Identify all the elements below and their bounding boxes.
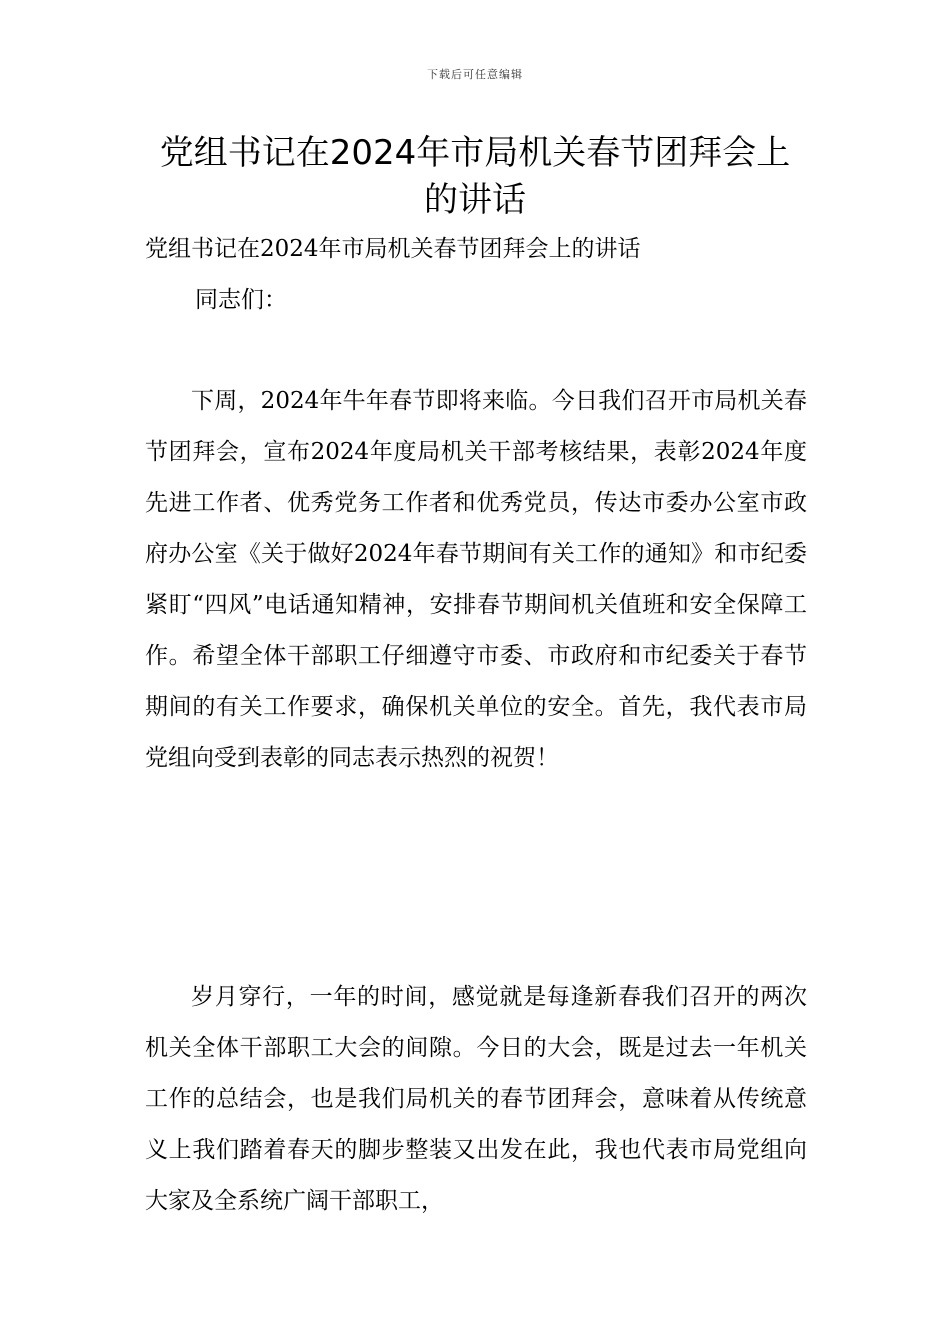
paragraph-2: 岁月穿行，一年的时间，感觉就是每逢新春我们召开的两次机关全体干部职工大会的间隙。今日的大会，既是过去一年机关工作的总结会，也是我们局机关的春节团拜会，意味着从传统意义上我们踏着春天的脚步整装又出发在此，我也代表市局党组向大家及全系统广阔干部职工，: [145, 984, 807, 1214]
document-subtitle: 党组书记在2024年市局机关春节团拜会上的讲话: [145, 236, 641, 262]
header-note: 下载后可任意编辑: [427, 68, 523, 81]
document-title: 党组书记在2024年市局机关春节团拜会上的讲话: [159, 133, 791, 220]
paragraph-1: 下周，2024年牛年春节即将来临。今日我们召开市局机关春节团拜会，宣布2024年度局机关干部考核结果，表彰2024年度先进工作者、优秀党务工作者和优秀党员，传达市委办公室市政府办公室《关于做好2024年春节期间有关工作的通知》和市纪委紧盯“四风”电话通知精神，安排春节期间机关值班和安全保障工作。希望全体干部职工仔细遵守市委、市政府和市纪委关于春节期间的有关工作要求，确保机关单位的安全。首先，我代表市局党组向受到表彰的同志表示热烈的祝贺！: [145, 388, 807, 771]
salutation: 同志们：: [195, 287, 287, 313]
